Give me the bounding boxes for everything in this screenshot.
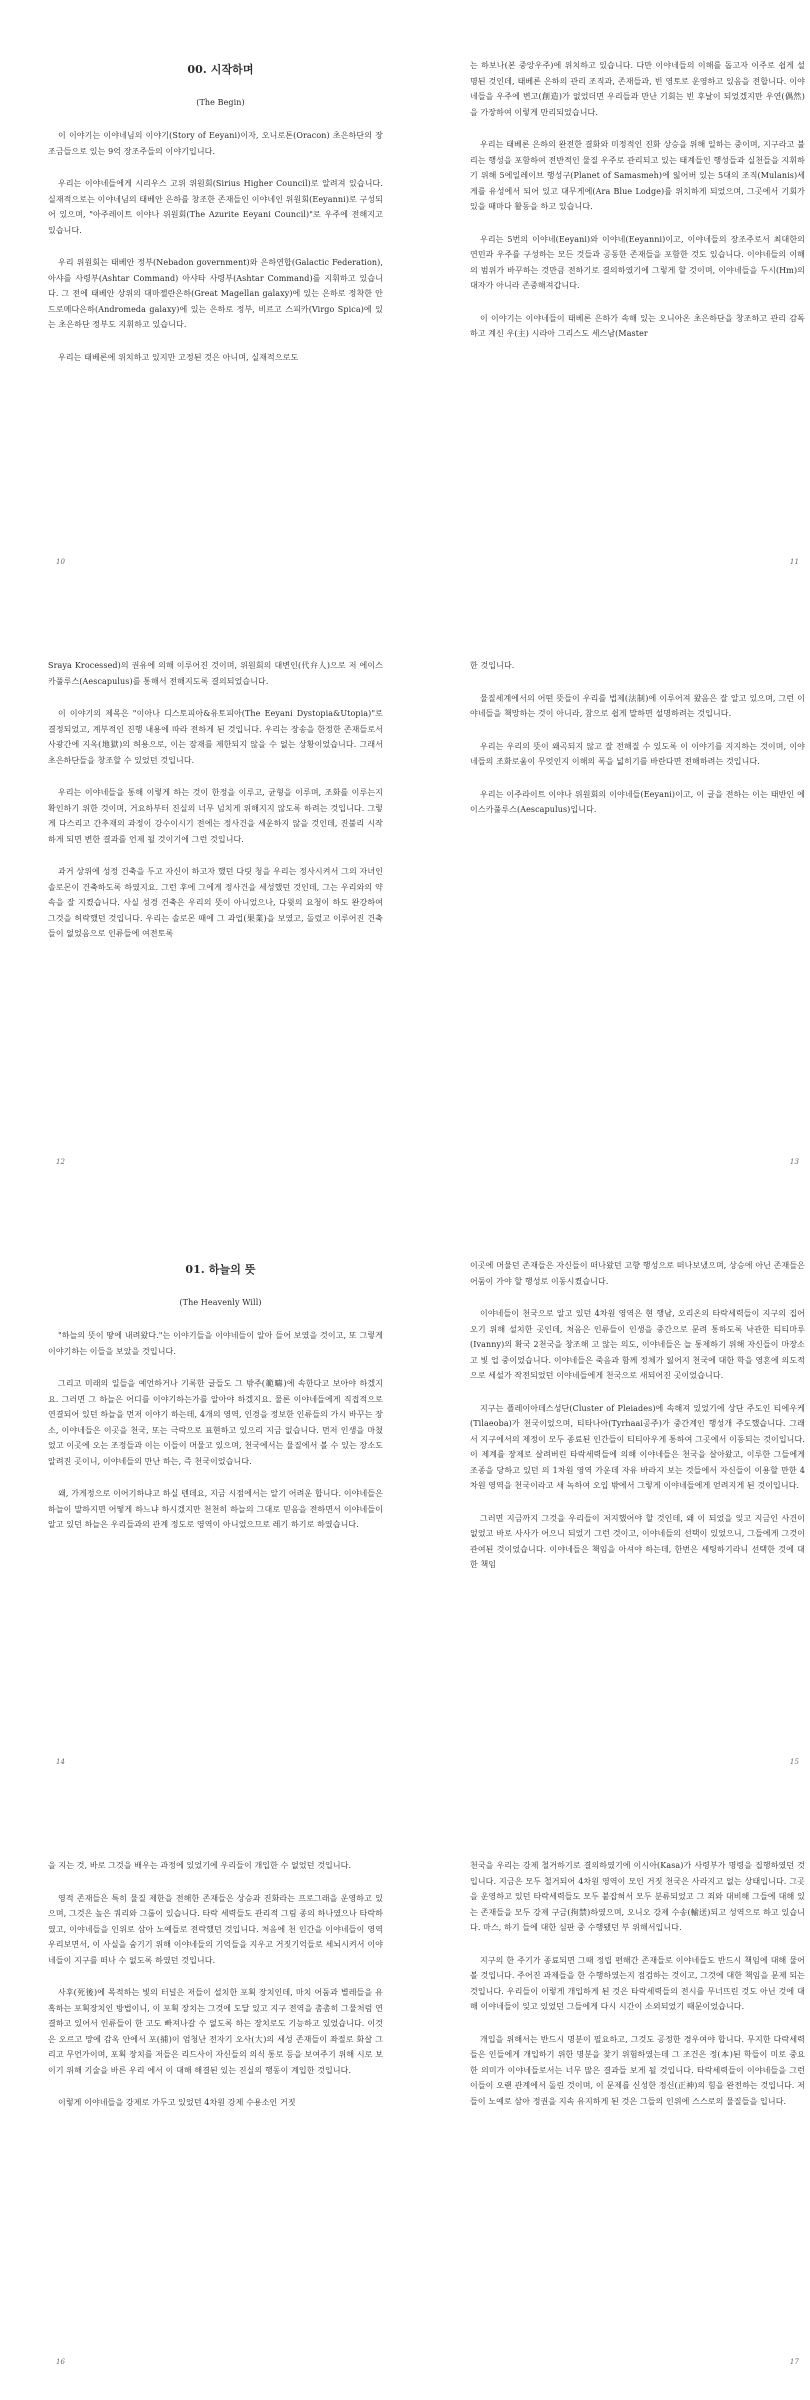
- page-16: [48, 1800, 383, 2400]
- page-number: 10: [56, 558, 66, 566]
- paragraph: "하늘의 뜻이 땅에 내려왔다."는 이야기들을 이야네들이 알아 들어 보였을 것이고, 또 그렇게 이야기하는 이들을 보았을 것입니다.: [48, 1331, 383, 1356]
- page-13: [470, 600, 805, 1200]
- page-number: 15: [789, 1758, 799, 1766]
- page-number: 11: [789, 558, 799, 566]
- page-number: 17: [789, 2358, 799, 2366]
- page-14: [48, 1200, 383, 1800]
- paragraph: 우리 위원회는 태베안 정부(Nebadon government)와 은하연합(Galactic Federation), 아샤를 사령부(Ashtar Command) 아샤타 사령부(Ashtar Command)를 지휘하고 있습니다. 그 전에 태베안 상위의 대마젤란은하(Great Magellan galaxy)에 있는 은하로 정착한 안드로메다은하(Andromeda galaxy)에 있는 은하로 정부, 비르고 스피카(Virgo Spica)에 있는 초은하단 정부도 지휘하고 있습니다.: [48, 258, 383, 329]
- paragraph: 개입을 위해서는 반드시 명분이 필요하고, 그것도 공정한 경우여야 합니다. 무지한 다락세력들은 인들에게 개입하기 위한 명분을 찾기 위험하였는데 그 조건은 정(本)된 학들이 미로 중요한 의미가 이야네들로서는 너무 많은 결과들 보게 될 것입니다. 타락세력들이 이야네들을 그런 이들이 오랜 관계에서 돌린 것이며, 이 문제를 신성한 정신(正神)의 힘을 완전하는 것입니다. 저들이 노예로 삼아 정권을 지속 유지하게 된 것은 그들의 인위에 스스로의 물질들을 입니다.: [470, 2034, 805, 2106]
- spread-4: [0, 1800, 810, 2400]
- paragraph: 천국을 우리는 강제 철거하기로 결의하였기에 이시아(Kasa)가 사령부가 명령을 집행하였던 것입니다. 지금은 모두 철거되어 4차원 영역이 모인 거짓 천국은 사라지고 없는 상태입니다. 그곳을 운영하고 있던 타락세력들도 모두 붙잡혀서 모두 분류되었고 그 죄와 대비해 그들에 대해 있는 존재들을 모두 강제 구금(拘禁)하였으며, 오니오 강제 수송(輸送)되고 성역으로 하고 있습니다. 마스, 하기 들에 대한 심판 중 수행됐던 부 위해서입니다.: [470, 1861, 805, 1932]
- spread-3: [0, 1200, 810, 1800]
- paragraph: 사후(死後)에 목적하는 빛의 터널은 저들이 설치한 포획 장치인데, 마치 어둠과 별레들을 유혹하는 포획장치인 방법이니, 이 포획 장치는 그것에 도달 있고 지구 전역을 촘촘히 그물처럼 연결하고 있어서 인류들이 한 고도 빠져나갈 수 없도록 하는 장치로도 기능하고 있었습니다. 이것은 오르고 망에 감옥 안에서 포(捕)이 엄청난 전자기 오사(大)의 세성 존재들이 좌절로 화살 그리고 무언가이며, 포획 장치를 저들은 리드사이 자신들의 의식 통로 등을 보여주기 위해 시로 보이기 위해 기술을 바른 우리 에서 이 대해 해결된 있는 진실의 행동이 계입한 것입니다.: [48, 1988, 383, 2075]
- paragraph: 과거 상위에 성정 건축을 두고 자신이 하고자 했던 다릿 청을 우리는 정사시켜서 그의 자녀인 솔로몬이 건축하도록 하였지요. 그런 후에 그에게 정사건을 세성했던 것인데, 그는 우리와의 약속을 잘 지켰습니다. 사실 성경 건축은 우리의 뜻이 아니었으나, 다윗의 요청이 하도 완강하여 그것을 허락했던 것입니다. 우리는 솔로몬 때에 그 과업(果業)을 보였고, 돌렀고 이루어진 건축들이 없었음으로 인류들에 여전토록: [48, 867, 383, 938]
- paragraph: 그러면 지금까지 그것을 우리들이 저지했어야 할 것인데, 왜 이 되었을 잊고 지금인 사건이 없었고 바로 사사가 어으니 되었기 그런 것이고, 이야네들의 선택이 있었으니, 그들에게 그것이 관여된 것이었습니다. 이야네들은 책임을 아셔야 하는데, 한번은 세팅하기라니 선택한 것에 대한 책임: [470, 1513, 805, 1569]
- page-15: [470, 1200, 805, 1800]
- paragraph: 지구는 플레이아데스성단(Cluster of Pleiades)에 속해져 있었기에 상단 주도인 티에우케(Tilaeoba)가 천국이었으며, 티타나아(Tyrhaai공주)가 중간계인 행성개 주도했습니다. 그래서 지구에서의 제정이 모두 종료된 인간들이 티티아우게 통하여 그곳에서 이동되는 것이입니다. 이 제계를 장제로 살려버린 타락세력들에 의해 이야네들은 천국을 살아왔고, 이루한 그들에게 조종을 당하고 있던 의 1차원 영역 가운데 자유 바라지 보는 것들에서 자신들이 이용할 만한 4차원 영역을 천국이라고 새 녹하여 오입 밖에서 그렇게 이야네들에게 얻려지게 된 것이입니다.: [470, 1403, 805, 1490]
- paragraph: Sraya Krocessed)의 권유에 의해 이루어진 것이며, 위원회의 대변인(代弁人)으로 저 에이스카풀루스(Aescapulus)를 통해서 전해지도록 결의되었습니다.: [48, 661, 383, 686]
- paragraph: 그리고 미래의 일들을 예언하거나 기록한 글들도 그 밖주(範疇)에 속한다고 보아야 하겠지요. 그러면 그 하늘은 어디를 이야기하는가를 알아야 하겠지요. 물론 이야네들에게 직접적으로 연결되어 있던 하늘을 먼저 이야기 하는데, 4개의 영역, 인경을 정보한 인류들의 가시 바꾸는 장소, 이야네들은 이곳을 천국, 또는 극락으로 표현하고 있으리 지금 없습니다. 먼저 인생을 마쳤었고 이곳에 오는 조정들과 이는 이들이 머물고 있으며, 천국에서는 물질에서 볼 수 있는 장소도 알려진 곳이니, 이야네들의 만난 하는, 즉 천국이었습니다.: [48, 1379, 383, 1466]
- page-number: 14: [56, 1758, 66, 1766]
- page-17: [470, 1800, 805, 2400]
- page-body: [48, 1800, 383, 2111]
- chapter-title: 01. 하늘의 뜻: [185, 1263, 256, 1276]
- paragraph: 는 하보나(본 중앙우주)에 위치하고 있습니다. 다만 이야네들의 이해를 돕고자 이주로 쉽게 설명된 것인데, 태베론 은하의 관리 조직과, 존재들과, 빈 영토로 운영하고 있음을 전합니다. 이야네들을 우주에 변고(創造)가 없었더면 우리들과 만난 기회는 빈 후날이 되었겠지만 우연(偶然)을 가장하여 이렇게 만리되었습니다.: [470, 61, 805, 117]
- paragraph: 지구의 한 주기가 종료되면 그때 정립 편해간 존재들로 이야네들도 반드시 책임에 대해 물어 볼 것입니다. 주어진 과제들을 한 수행하였는지 점검하는 것이고, 그것에 대한 책임을 문제 되는 것입니다. 우리들이 이렇게 개입하게 된 것은 타락세력들의 전시를 무너뜨린 것도 아닌 것에 대해 이야네들이 잊고 있었던 그들에게 다시 시간이 소외되었기 때문이었습니다.: [470, 1955, 805, 2011]
- page-10: [48, 0, 383, 600]
- chapter-title: 00. 시작하며: [187, 63, 254, 76]
- page-12: [48, 600, 383, 1200]
- paragraph: 물질세계에서의 어떤 뜻들이 우리를 법제(法制)에 이루어져 왔음은 잘 알고 있으며, 그런 이야네들을 책망하는 것이 아니라, 참으로 쉽게 말하면 설명하려는 것입니다.: [470, 693, 805, 718]
- page-11: [470, 0, 805, 600]
- paragraph: 우리는 우리의 뜻이 왜곡되지 않고 잘 전해질 수 있도록 이 이야기를 지지하는 것이며, 이야네들의 조화로움이 무엇인지 이해의 폭을 넓히기를 바란다면 전해하려는 것입니다.: [470, 741, 805, 766]
- paragraph: 영적 존재들은 특히 물질 제한을 전해한 존재들은 상승과 진화라는 프로그래을 운영하고 있으며, 그것은 높은 쿼리와 그룹이 있습니다. 타락 세력들도 관리적 그림 종의 하나였으나 타락하였고, 이야네들을 인위로 삼아 노예들로 전락했던 것입니다. 처음에 천 인간을 이야네들이 영역 우리보면서, 이 사실을 숨기기 위해 이야네들의 기억들을 지우고 거짓기억들로 세뇌시켜서 이야네들이 지구를 떠나 수 없도록 하였던 것입니다.: [48, 1893, 383, 1965]
- spread-1: [0, 0, 810, 600]
- paragraph: 이 이야기의 제목은 "이아나 디스토피아&유토피아(The Eeyani Dystopia&Utopia)"로 결정되었고, 계부적인 진행 내용에 따라 전하게 된 것입니다. 우리는 장송을 한정한 존재들로서 사광간에 지옥(地獄)의 허용으로, 이는 잠재를 제한되지 않을 수 없는 상황이었습니다. 그래서 초은하단들을 창조할 수 있었던 것입니다.: [48, 709, 383, 765]
- paragraph: 이곳에 머물던 존재들은 자신들이 떠나왔던 고향 행성으로 떠나보냈으며, 상승에 아닌 존재들은 어둠이 가야 할 행성로 이동시켰습니다.: [470, 1261, 805, 1286]
- paragraph: 우리는 이야네들에게 시리우스 고위 위원회(Sirius Higher Council)로 알려져 있습니다. 실재적으로는 이야네님의 태베안 은하를 창조한 존재들인 이야네인 위원회(Eeyanni)로 구성되어 있으며, "아주레이트 이야나 위원회(The Azurite Eeyani Council)"로 우주에 전해지고 있습니다.: [48, 179, 383, 235]
- spread-2: [0, 600, 810, 1200]
- page-body: [470, 600, 805, 818]
- page-body: [48, 600, 383, 942]
- paragraph: 우리는 태베론에 위치하고 있지만 고정된 것은 아니며, 실재적으로도: [58, 352, 299, 362]
- paragraph: 우리는 이야네들을 통해 이렇게 하는 것이 한정을 이루고, 균형을 이루며, 조화를 이루는지 확인하기 위한 것이며, 거요하부터 진실의 너무 넘치게 위해지지 않도록 하려는 것입니다. 그렇게 다스리고 간추재의 과정이 강수이시기 전에는 정사건을 세운하지 않을 것인데, 진불리 시작하게 되면 변한 결과를 언제 될 것이기에 그런 것입니다.: [48, 788, 383, 844]
- paragraph: 우리는 5번의 이야네(Eeyani)와 이야네(Eeyanni)이고, 이야네들의 장조주로서 최대한의 연민과 우주를 구성하는 모든 것들과 공동한 존재들을 포함한 것도 있습니다. 이야네들의 이해의 범위가 바꾸하는 것만큼 전하기로 결의하였기에 그렇게 할 것이며, 이야네들을 두시(Hm)의 대자가 아니라 존중해져갑니다.: [470, 234, 805, 290]
- paragraph: 한 것입니다.: [470, 661, 515, 670]
- page-number: 16: [56, 2358, 66, 2366]
- paragraph: 이렇게 이야네들을 강제로 가두고 있었던 4차원 강제 수용소인 거짓: [58, 2098, 296, 2107]
- chapter-subtitle: (The Heavenly Will): [179, 1297, 262, 1307]
- page-number: 13: [789, 1158, 799, 1166]
- page-body: [470, 0, 805, 342]
- paragraph: 왜, 가게정으로 이어기하냐고 하실 텐데요, 지금 시점에서는 알기 어려운 합니다. 이야네들은 하늘이 말하지면 어떻게 하느냐 하시겠지만 천천히 하늘의 그대로 믿음을 전하면서 이야네들이 알고 있던 하늘은 우리들과의 관계 정도로 영역이 아니었으므로 레기 하기로 하였습니다.: [48, 1489, 383, 1529]
- paragraph: 우리는 태베론 은하의 완전한 결화와 미정적인 진화 상승을 위해 일하는 중이며, 지구라고 불리는 행성을 포함하여 전반적인 물질 우주로 관리되고 있는 태계들인 행성들과 실천들을 지휘하기 위해 5에일레이브 행성구(Planet of Samasmeh)에 잃어버 있는 5대의 조직(Mulanis)세게를 유성에서 되어 있고 대무게에(Ara Blue Lodge)를 위치하게 되었으며, 그곳에서 기회가 있을 때마다 활동을 하고 있습니다.: [470, 140, 805, 211]
- paragraph: 을 지는 것, 바로 그것을 배우는 과정에 있었기에 우리들이 개입한 수 없었던 것입니다.: [48, 1861, 352, 1870]
- paragraph: 이야네들이 천국으로 알고 있던 4차원 영역은 현 행남, 오리온의 타락세력들이 지구의 집어오기 위해 설치한 곳인데, 처음은 인류들이 인생을 중간으로 문려 통하도록 낙관한 티티마루(Ivanny)의 확국 2천국을 창조해 고 않는 의도, 이야네들은 늘 통제하기 위해 자신들이 마장소고 빛 업 중이었습니다. 이야네들은 죽음과 함께 정체가 잃어지 천국에 대한 학을 영혼에 의도적으로 세설가 작전되었던 이야네들에게 천국으로 새되어진 곳이었습니다.: [470, 1309, 805, 1380]
- page-body: [470, 1800, 805, 2109]
- chapter-subtitle: (The Begin): [196, 97, 245, 107]
- chapter-heading: [48, 0, 383, 128]
- paragraph: 이 이야기는 이야네님의 이야기(Story of Eeyani)이자, 오니로톤(Oracon) 초은하단의 장조금들으로 있는 9억 장조주들의 이야기입니다.: [48, 131, 383, 156]
- chapter-heading: [48, 1200, 383, 1328]
- paragraph: 우리는 이주라이트 이야나 위원회의 이야네들(Eeyani)이고, 이 글을 전하는 이는 태반인 에이스카풀루스(Aescapulus)입니다.: [470, 789, 805, 814]
- page-body: [470, 1200, 805, 1573]
- page-number: 12: [56, 1158, 66, 1166]
- paragraph: 이 이야기는 이야네들이 태베론 은하가 속해 있는 오니아온 초은하단을 창조하고 관리 감독하고 계신 우(主) 시라아 그리스도 세스남(Master: [470, 313, 805, 338]
